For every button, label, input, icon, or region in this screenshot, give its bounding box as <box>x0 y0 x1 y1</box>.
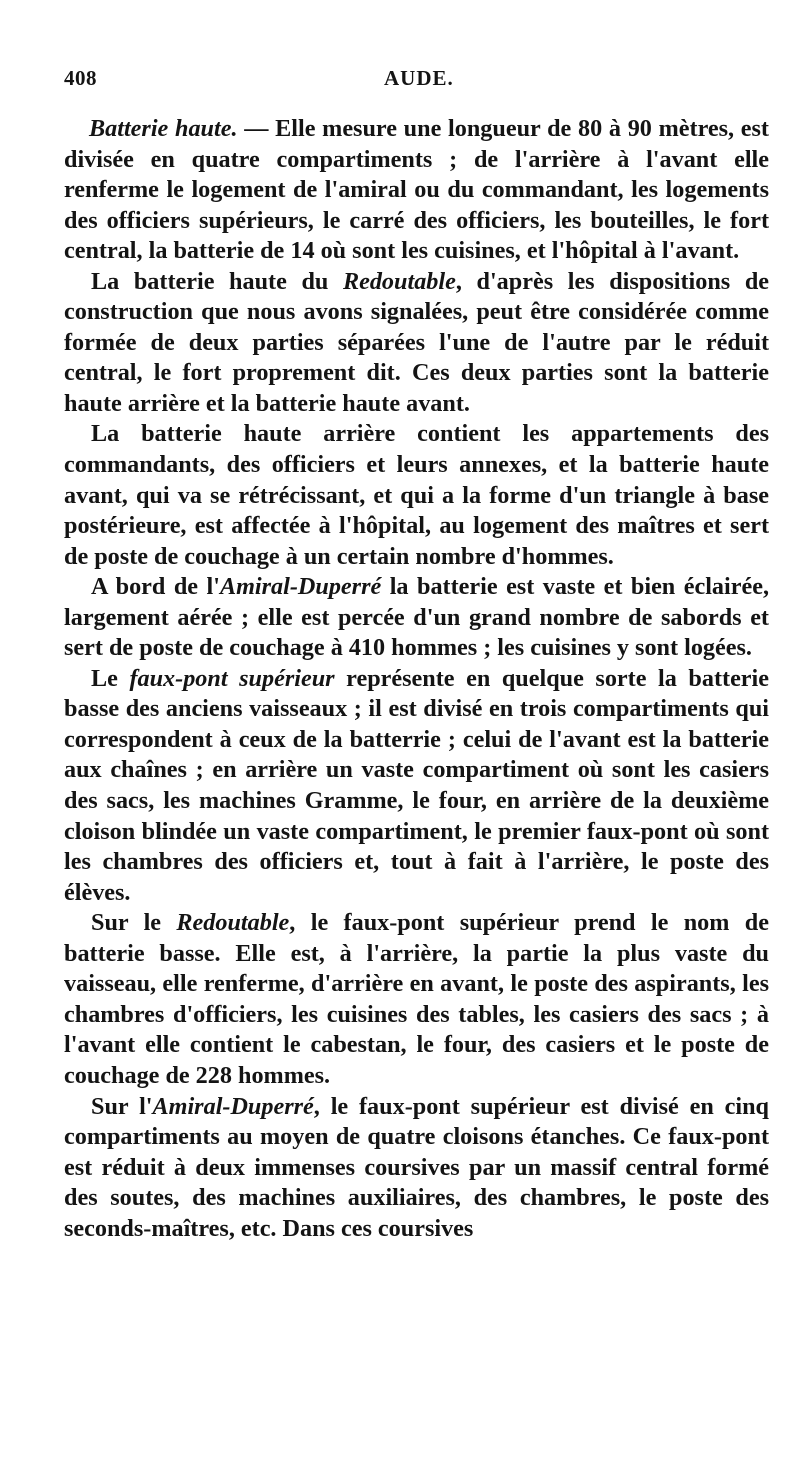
paragraph-redoutable-faux-pont <box>64 908 769 1091</box>
paragraph-text: A bord de l' <box>91 573 220 601</box>
ship-name-italic: Amiral-Duperré <box>152 1092 314 1120</box>
paragraph-text: Sur le <box>91 909 177 937</box>
paragraph-text: La batterie haute arrière contient les appartements des commandants, des officiers et leurs annexes, et la batterie haute avant, qui va se rétrécissant, et qui a la forme d'un triangle à base postérieure, est affectée à l'hôpital, au logement des maîtres et sert de poste de couchage à un certain nombre d'hommes. <box>64 420 769 570</box>
paragraph-faux-pont-superieur <box>64 664 769 908</box>
paragraph-amiral-duperre-batterie <box>64 572 769 664</box>
paragraph-text: — Elle mesure une longueur de 80 à 90 mètres, est divisée en quatre compartiments ; de l'arrière à l'avant elle renferme le logement de l'amiral ou du commandant, les logements des officiers supérieurs, le carré des officiers, les bouteilles, le fort central, la batterie de 14 où sont les cuisines, et l'hôpital à l'avant. <box>64 115 769 265</box>
paragraph-text: la batterie est vaste et bien éclairée, largement aérée ; elle est percée d'un grand nombre de sabords et sert de poste de couchage à 410 hommes ; les cuisines y sont logées. <box>64 573 769 662</box>
paragraph-amiral-duperre-faux-pont <box>64 1092 769 1245</box>
term-italic: faux-pont supérieur <box>129 664 335 692</box>
body-text <box>64 114 769 1244</box>
paragraph-text: La batterie haute du <box>91 267 343 295</box>
paragraph-batterie-haute <box>64 114 769 267</box>
ship-name-italic: Redoutable <box>342 267 456 295</box>
paragraph-text: , d'après les dispositions de construction que nous avons signalées, peut être considérée comme formée de deux parties séparées l'une de l'autre par le réduit central, le fort proprement dit. Ces deux parties sont la batterie haute arrière et la batterie haute avant. <box>64 267 770 417</box>
paragraph-text: Le <box>91 664 130 692</box>
paragraph-text: , le faux-pont supérieur prend le nom de batterie basse. Elle est, à l'arrière, la partie la plus vaste du vaisseau, elle renferme, d'arrière en avant, le poste des aspirants, les chambres d'officiers, les cuisines des tables, les casiers des sacs ; à l'avant elle contient le cabestan, le four, des casiers et le poste de couchage de 228 hommes. <box>64 909 769 1089</box>
section-heading-italic: Batterie haute. <box>89 115 238 142</box>
paragraph-text: représente en quelque sorte la batterie basse des anciens vaisseaux ; il est divisé en trois compartiments qui correspondent à ceux de la batterrie ; celui de l'avant est la batterie aux chaînes ; en arrière un vaste compartiment où sont les casiers des sacs, les machines Gramme, le four, en arrière de la deuxième cloison blindée un vaste compartiment, le premier faux-pont où sont les chambres des officiers et, tout à fait à l'arrière, le poste des élèves. <box>64 664 769 906</box>
running-title: AUDE. <box>384 66 454 90</box>
ship-name-italic: Amiral-Duperré <box>219 573 382 601</box>
paragraph-redoutable-batterie <box>64 267 769 420</box>
page-header <box>64 66 764 96</box>
paragraph-batterie-arriere <box>64 419 769 572</box>
paragraph-text: Sur l' <box>91 1092 153 1120</box>
page-number: 408 <box>64 66 97 90</box>
ship-name-italic: Redoutable <box>176 909 290 937</box>
paragraph-text: , le faux-pont supérieur est divisé en cinq compartiments au moyen de quatre cloisons étanches. Ce faux-pont est réduit à deux immenses coursives par un massif central formé des soutes, des machines auxiliaires, des chambres, le poste des seconds-maîtres, etc. Dans ces coursives <box>64 1092 769 1242</box>
